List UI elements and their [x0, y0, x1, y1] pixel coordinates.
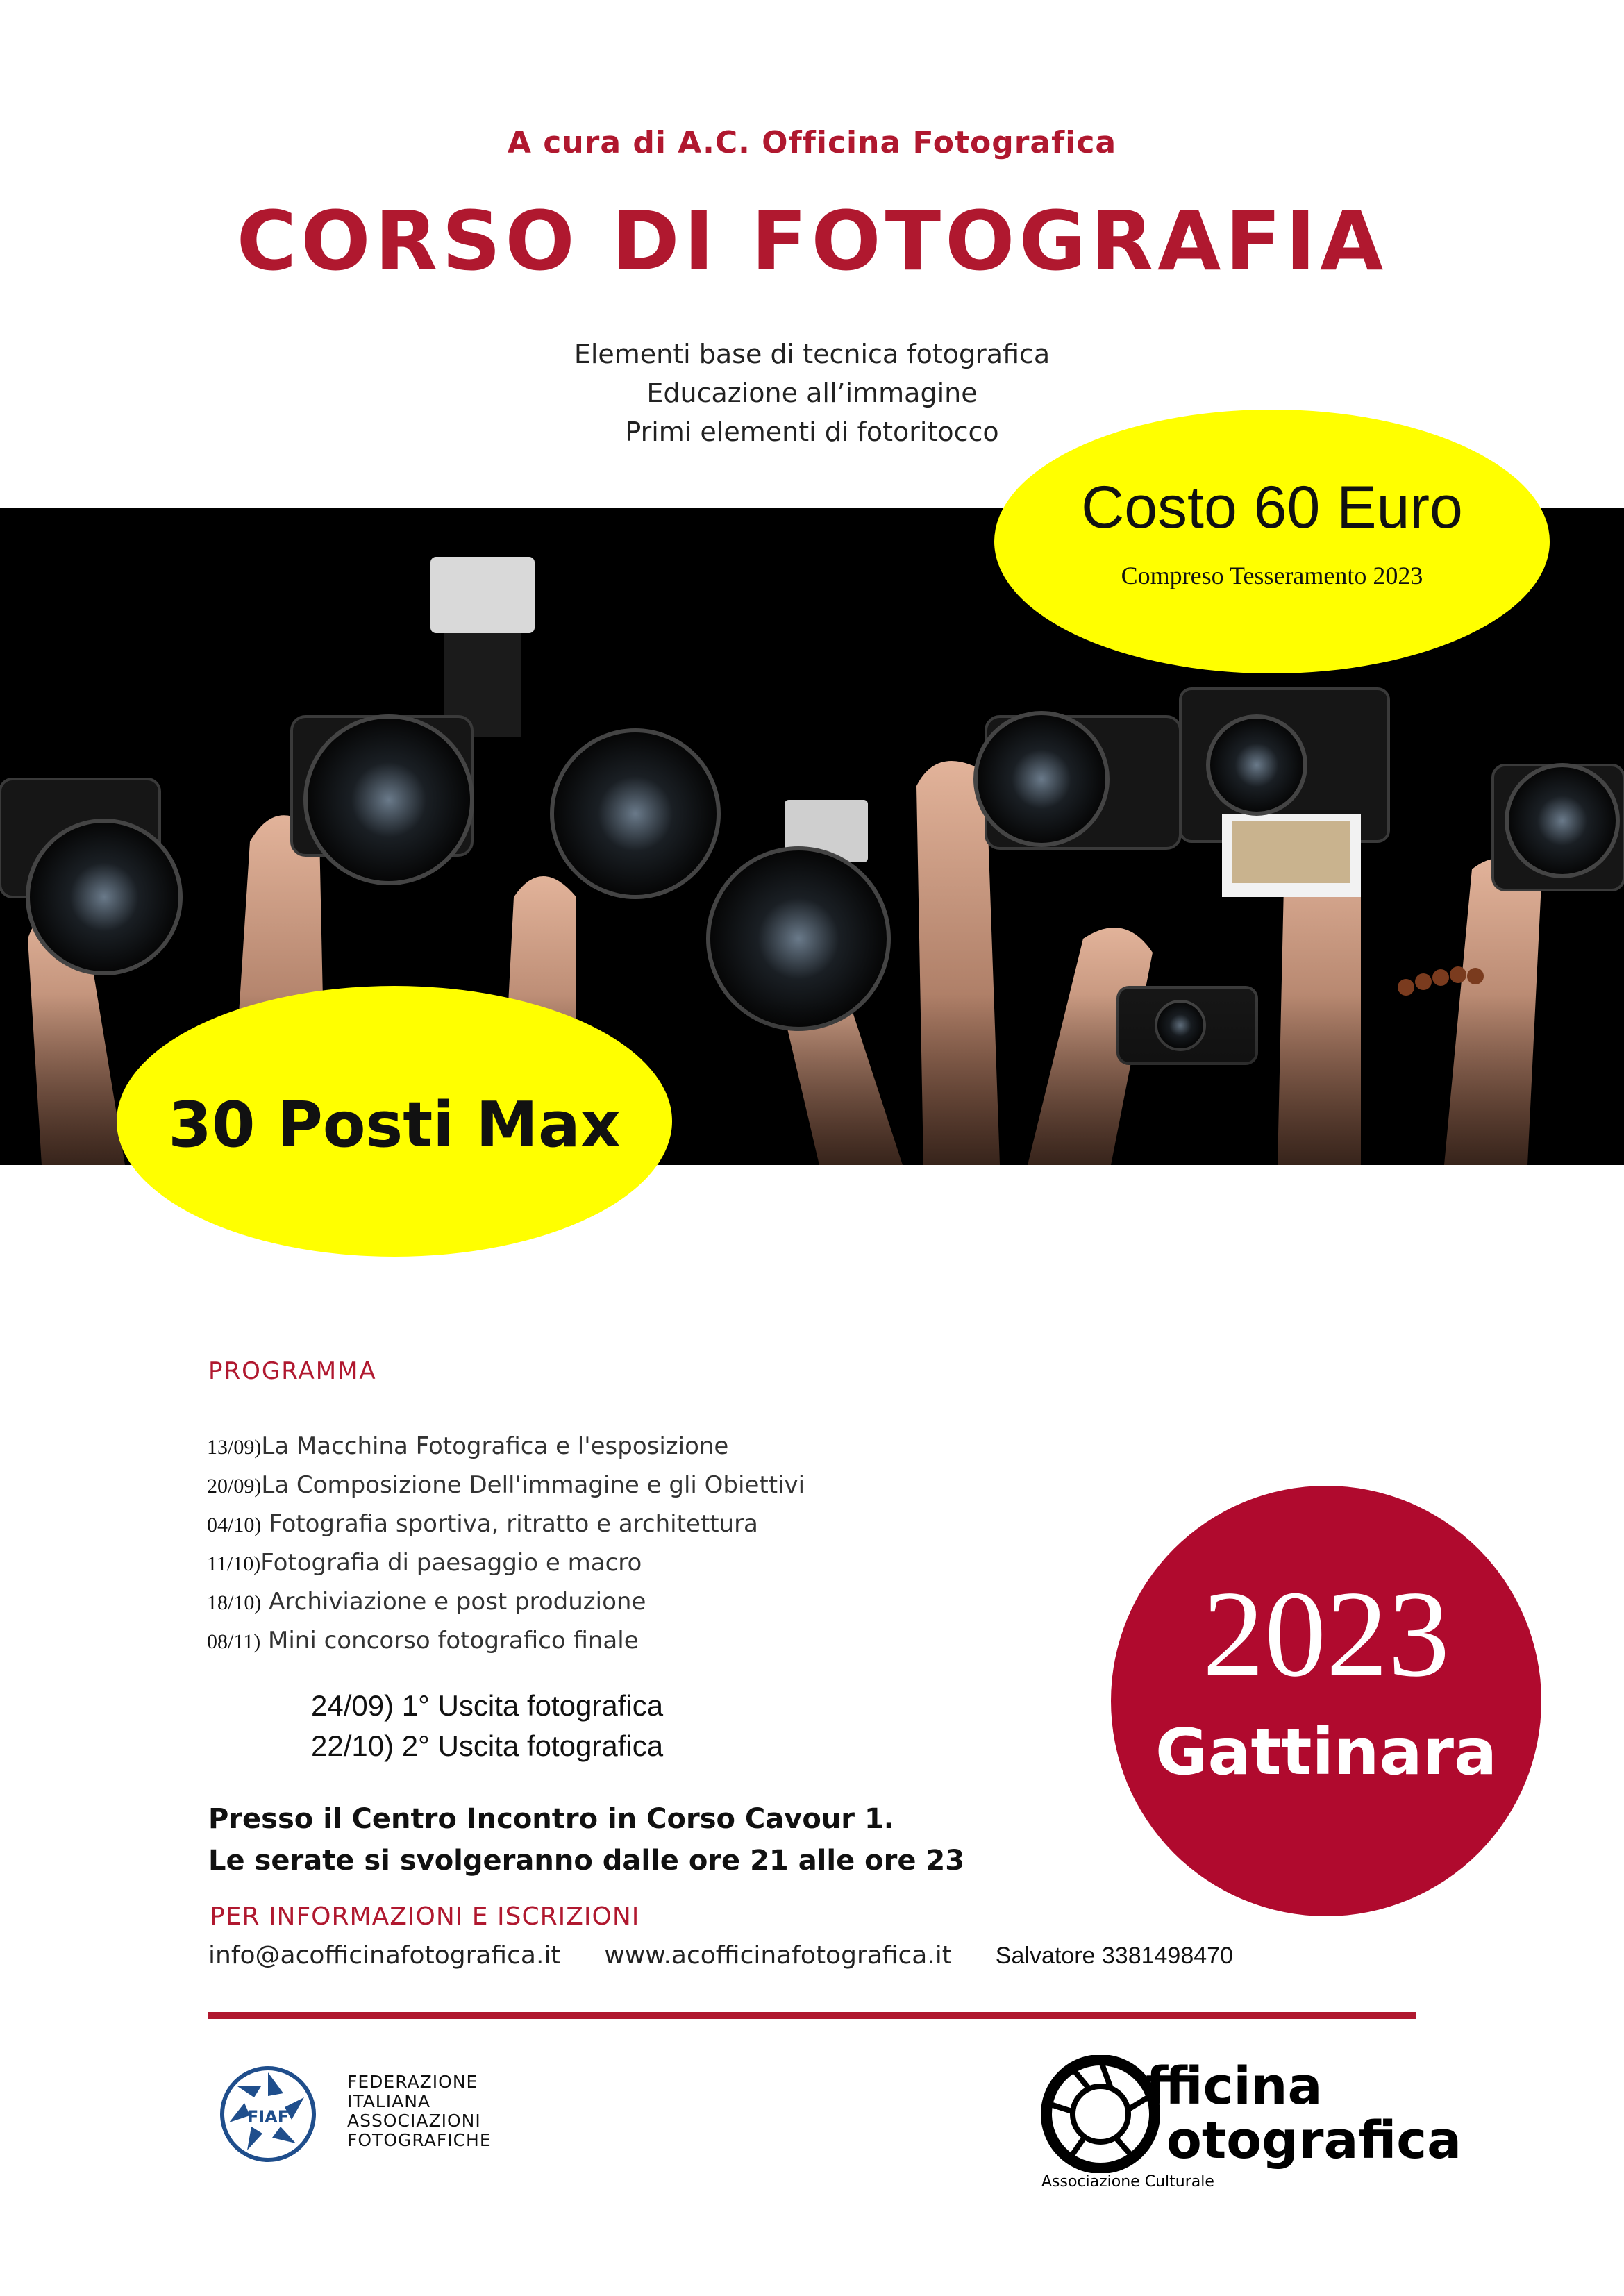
lesson-date: 20/09): [207, 1475, 262, 1498]
contact-line: [208, 1941, 1233, 1970]
email-link[interactable]: info@acofficinafotografica.it: [208, 1941, 561, 1970]
website-link[interactable]: www.acofficinafotografica.it: [604, 1941, 952, 1970]
divider-rule: [208, 2012, 1416, 2019]
fiaf-name: [347, 2072, 492, 2150]
outing-item: 24/09) 1° Uscita fotografica: [311, 1689, 664, 1722]
fiaf-line: ASSOCIAZIONI: [347, 2111, 481, 2131]
lesson-date: 08/11): [207, 1630, 261, 1653]
lesson-title: Fotografia di paesaggio e macro: [260, 1549, 642, 1577]
price-text: Costo 60 Euro: [1081, 474, 1463, 541]
outings-list: [311, 1686, 663, 1766]
fiaf-line: ITALIANA: [347, 2091, 431, 2111]
topic-item: Elementi base di tecnica fotografica: [574, 339, 1050, 369]
officina-logo-subtitle: Associazione Culturale: [1041, 2173, 1214, 2190]
phone-contact: Salvatore 3381498470: [995, 1943, 1233, 1969]
lesson-title: La Macchina Fotografica e l'esposizione: [261, 1432, 729, 1460]
venue-info: [208, 1798, 964, 1882]
seats-badge: [117, 986, 672, 1257]
topic-item: Educazione all’immagine: [646, 378, 978, 408]
outing-item: 22/10) 2° Uscita fotografica: [311, 1729, 664, 1762]
program-list: [207, 1427, 805, 1660]
fiaf-logo-icon: [219, 2065, 317, 2163]
list-item: [207, 1543, 805, 1582]
organizer-line: A cura di A.C. Officina Fotografica: [507, 125, 1117, 160]
officina-logo-line2: otografica: [1166, 2111, 1462, 2170]
list-item: [207, 1466, 805, 1505]
lesson-title: Mini concorso fotografico finale: [260, 1627, 639, 1654]
lesson-date: 13/09): [207, 1436, 262, 1459]
info-heading: PER INFORMAZIONI E ISCRIZIONI: [210, 1902, 640, 1931]
lesson-title: Archiviazione e post produzione: [261, 1588, 646, 1616]
fiaf-abbr: FIAF: [246, 2107, 290, 2127]
venue-address: Presso il Centro Incontro in Corso Cavour 1.: [208, 1803, 894, 1835]
list-item: [207, 1427, 805, 1466]
topic-item: Primi elementi di fotoritocco: [625, 417, 999, 447]
officina-logo-line1: fficina: [1146, 2056, 1323, 2116]
aperture-icon: [1041, 2055, 1160, 2173]
program-heading: PROGRAMMA: [208, 1357, 377, 1385]
lesson-title: La Composizione Dell'immagine e gli Obiettivi: [261, 1471, 805, 1499]
lesson-date: 04/10): [207, 1514, 262, 1536]
venue-schedule: Le serate si svolgeranno dalle ore 21 alle ore 23: [208, 1845, 965, 1877]
city-text: Gattinara: [1155, 1715, 1498, 1789]
lesson-date: 11/10): [207, 1552, 261, 1575]
price-note: Compreso Tesseramento 2023: [1121, 562, 1423, 589]
price-badge: [994, 410, 1550, 673]
list-item: [207, 1621, 805, 1660]
year-badge: [1111, 1486, 1541, 1916]
fiaf-line: FOTOGRAFICHE: [347, 2130, 492, 2150]
seats-text: 30 Posti Max: [168, 1089, 621, 1162]
list-item: [207, 1582, 805, 1621]
list-item: [207, 1505, 805, 1543]
year-text: 2023: [1203, 1565, 1450, 1702]
page-title: CORSO DI FOTOGRAFIA: [236, 193, 1388, 289]
lesson-date: 18/10): [207, 1591, 262, 1614]
fiaf-line: FEDERAZIONE: [347, 2072, 478, 2092]
lesson-title: Fotografia sportiva, ritratto e architettura: [261, 1510, 758, 1538]
